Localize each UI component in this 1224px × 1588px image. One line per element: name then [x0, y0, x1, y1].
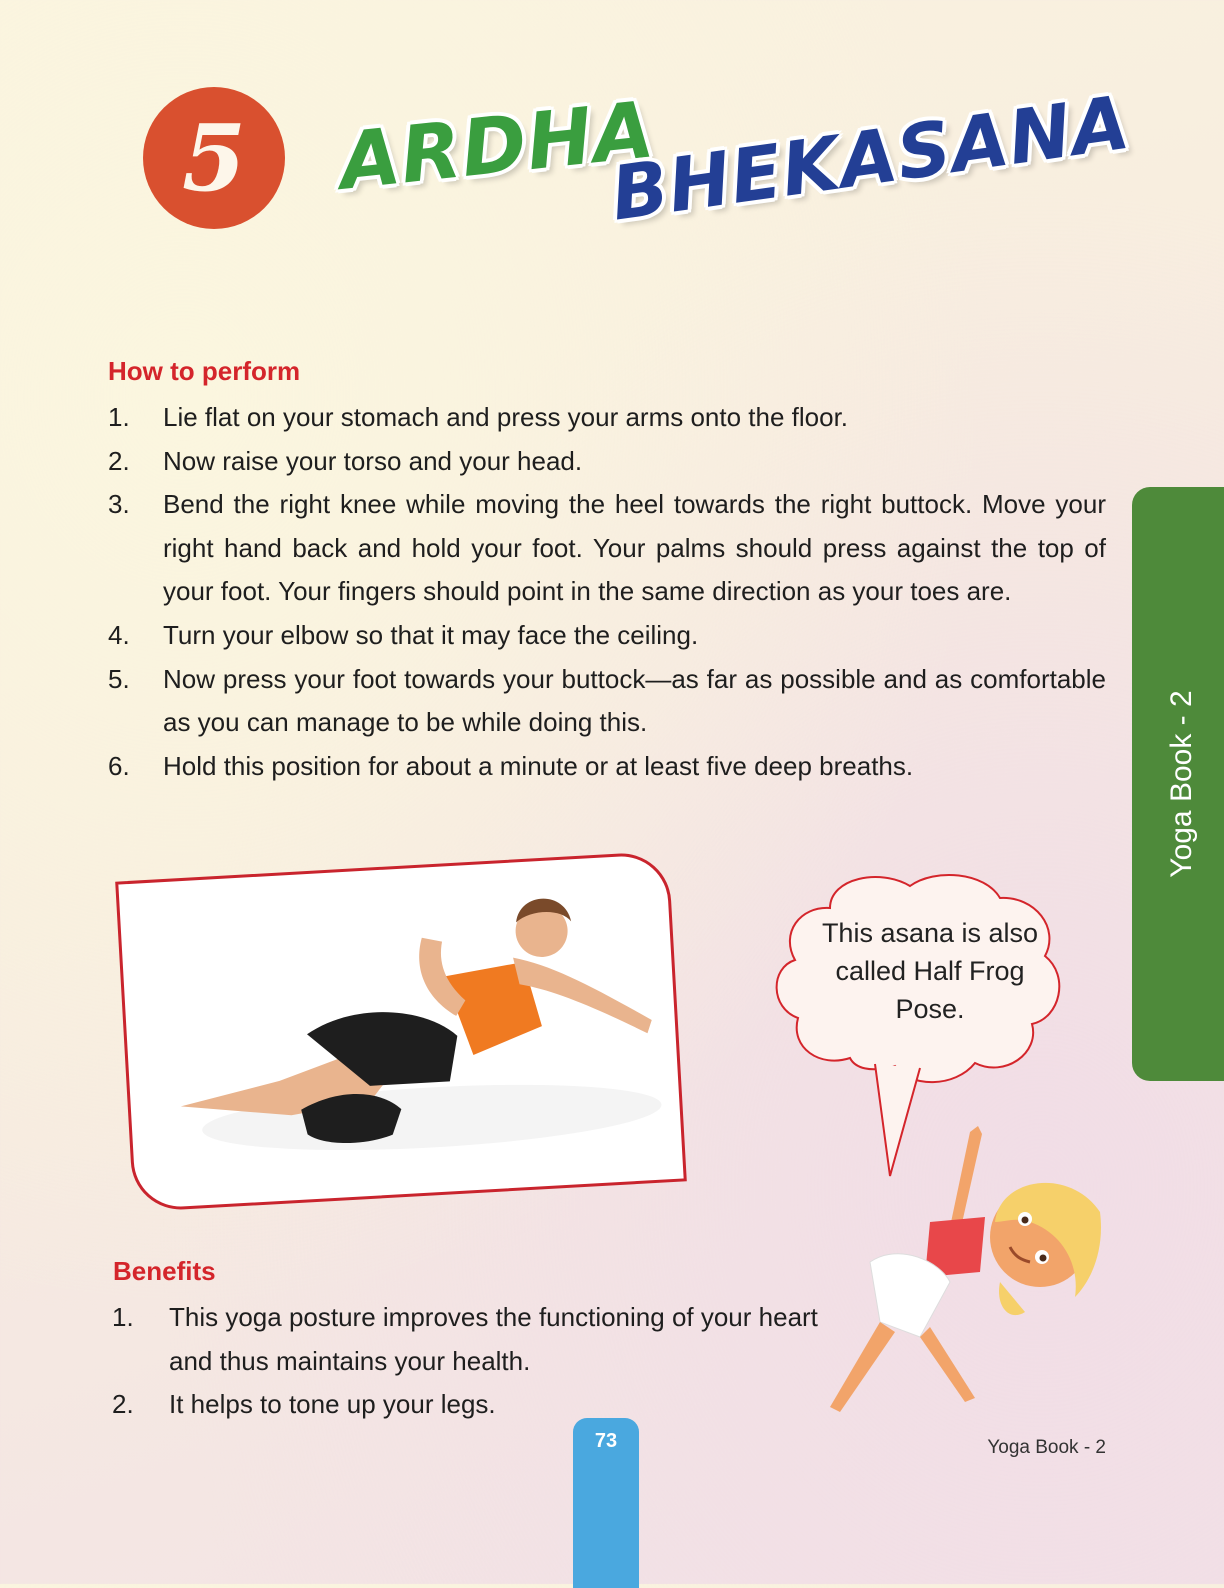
child-pose-illustration	[810, 1122, 1110, 1422]
benefit-text: This yoga posture improves the functioning of your heart and thus maintains your health.	[169, 1302, 818, 1376]
step-number: 2.	[108, 445, 130, 476]
step-number: 1.	[108, 402, 130, 432]
woman-pose-illustration	[118, 854, 683, 1209]
speech-bubble-text: This asana is also called Half Frog Pose.	[821, 918, 1039, 1024]
step-text: Now raise your torso and your head.	[163, 445, 583, 476]
page-number-tab	[573, 1418, 639, 1588]
chapter-number-badge	[143, 87, 285, 229]
step-text: Now press your foot towards your buttock—as far as possible and as comfortable as you can manage to be while doing this.	[163, 663, 1106, 738]
benefits-list	[112, 1296, 832, 1427]
title-line-2: BHEKASANA	[606, 79, 1136, 238]
title-line-1: ARDHA	[335, 85, 659, 208]
step-item	[108, 440, 1106, 484]
step-item	[108, 658, 1106, 745]
benefit-number: 1.	[112, 1302, 134, 1332]
step-item	[108, 396, 1106, 440]
side-tab	[1132, 487, 1224, 1081]
step-number: 4.	[108, 619, 130, 650]
step-text: Bend the right knee while moving the heel towards the right buttock. Move your right hand back and hold your foot. Your palms should press against the top of your foot. Your fingers should point in the same direction as your toes are.	[163, 489, 1106, 607]
chapter-number: 5	[181, 104, 246, 212]
step-text: Turn your elbow so that it may face the ceiling.	[163, 619, 699, 650]
step-number: 3.	[108, 489, 130, 520]
step-item	[108, 745, 1106, 789]
step-item	[108, 483, 1106, 614]
step-number: 6.	[108, 750, 130, 781]
benefit-item	[112, 1296, 832, 1383]
how-to-steps	[108, 396, 1106, 788]
benefit-text: It helps to tone up your legs.	[169, 1389, 496, 1420]
pose-photo	[115, 851, 687, 1212]
how-to-heading: How to perform	[108, 356, 301, 386]
step-text: Hold this position for about a minute or at least five deep breaths.	[163, 750, 914, 781]
benefit-number: 2.	[112, 1389, 134, 1420]
benefit-item	[112, 1383, 832, 1427]
page-number: 73	[594, 1430, 618, 1452]
step-text: Lie flat on your stomach and press your arms onto the floor.	[163, 402, 849, 432]
step-item	[108, 614, 1106, 658]
benefits-heading: Benefits	[113, 1256, 216, 1286]
step-number: 5.	[108, 663, 130, 694]
footer-book-title: Yoga Book - 2	[987, 1437, 1106, 1458]
side-tab-label: Yoga Book - 2	[1165, 690, 1198, 878]
